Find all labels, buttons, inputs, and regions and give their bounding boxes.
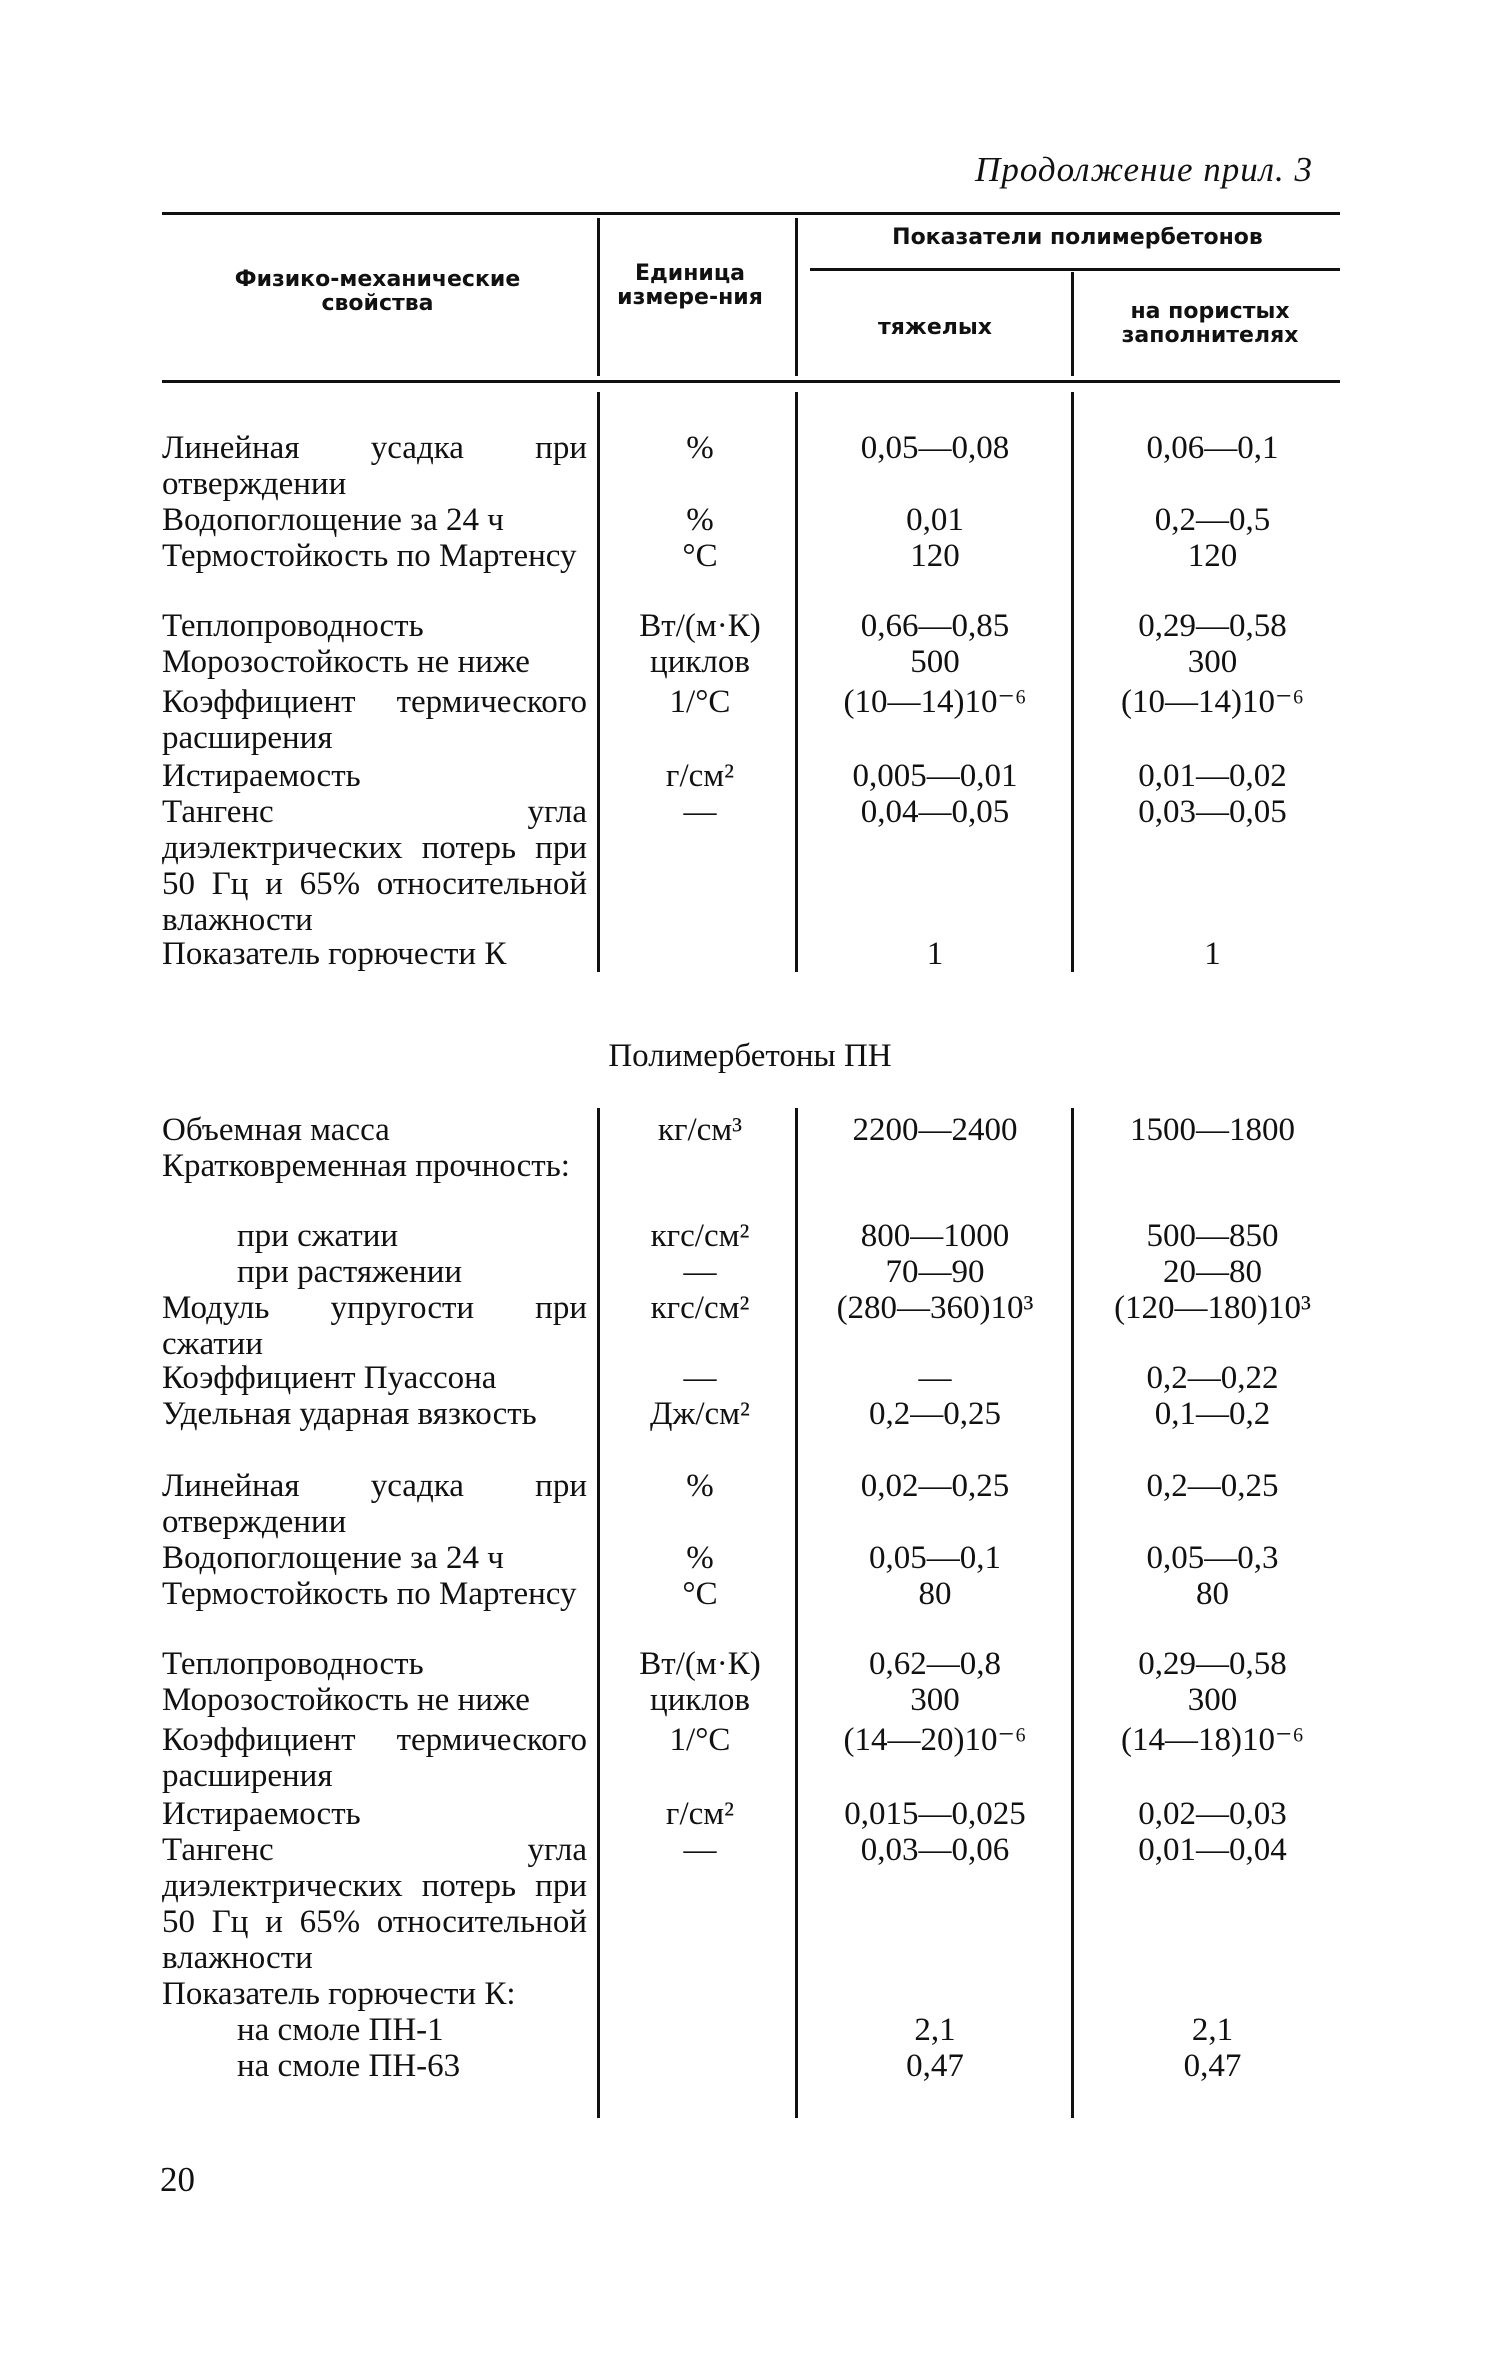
property-cell: при сжатии — [237, 1218, 399, 1254]
unit-cell: — — [683, 1254, 717, 1290]
heavy-value-cell: 0,05—0,1 — [869, 1540, 1001, 1576]
heavy-value-cell: 2200—2400 — [852, 1112, 1018, 1148]
unit-cell: Дж/см² — [650, 1396, 750, 1432]
heavy-value-cell: 0,015—0,025 — [844, 1796, 1026, 1832]
indicators-sub-rule — [810, 268, 1340, 271]
property-cell: на смоле ПН-1 — [237, 2012, 444, 2048]
porous-value-cell: (10—14)10⁻⁶ — [1121, 684, 1304, 720]
table2-divider-heavy — [795, 1108, 798, 2118]
unit-cell: — — [683, 794, 717, 830]
porous-value-cell: 0,29—0,58 — [1138, 608, 1287, 644]
heavy-value-cell: (10—14)10⁻⁶ — [843, 684, 1027, 720]
porous-value-cell: 1500—1800 — [1130, 1112, 1295, 1148]
header-unit: Единица измере-ния — [617, 261, 763, 310]
unit-cell: Вт/(м·К) — [639, 608, 761, 644]
heavy-value-cell: 2,1 — [914, 2012, 956, 2048]
heavy-value-cell: 0,05—0,08 — [860, 430, 1010, 466]
heavy-value-cell: 70—90 — [885, 1254, 985, 1290]
heavy-value-cell: 500 — [910, 644, 960, 680]
property-cell: на смоле ПН-63 — [237, 2048, 461, 2084]
porous-value-cell: 0,02—0,03 — [1138, 1796, 1287, 1832]
unit-cell: кгс/см² — [650, 1218, 750, 1254]
table-top-rule — [162, 212, 1340, 215]
heavy-value-cell: 0,2—0,25 — [869, 1396, 1001, 1432]
porous-value-cell: 500—850 — [1146, 1218, 1279, 1254]
running-head: Продолжение прил. 3 — [975, 150, 1313, 189]
porous-value-cell: 2,1 — [1191, 2012, 1234, 2048]
heavy-value-cell: 0,03—0,06 — [860, 1832, 1010, 1868]
property-cell: Показатель горючести К — [162, 936, 507, 972]
unit-cell: 1/°С — [669, 1722, 731, 1758]
header-property: Физико-механические свойства — [234, 267, 521, 316]
property-cell: Тангенс угла диэлектрических потерь при 50 Гц и 65% относительной влажности — [162, 794, 587, 938]
porous-value-cell: (14—18)10⁻⁶ — [1121, 1722, 1304, 1758]
heavy-value-cell: 0,02—0,25 — [860, 1468, 1010, 1504]
porous-value-cell: 0,03—0,05 — [1138, 794, 1287, 830]
heavy-value-cell: 0,04—0,05 — [860, 794, 1010, 830]
table1-divider-unit — [597, 392, 600, 972]
heavy-value-cell: 120 — [910, 538, 960, 574]
heavy-value-cell: 0,62—0,8 — [869, 1646, 1001, 1682]
unit-cell: циклов — [650, 1682, 750, 1718]
header-indicators: Показатели полимербетонов — [892, 225, 1263, 250]
property-cell: Морозостойкость не ниже — [162, 1682, 530, 1718]
porous-value-cell: 0,2—0,25 — [1146, 1468, 1279, 1504]
header-divider-porous — [1071, 272, 1074, 376]
unit-cell: % — [686, 1540, 714, 1576]
unit-cell: г/см² — [665, 1796, 735, 1832]
porous-value-cell: 0,29—0,58 — [1138, 1646, 1287, 1682]
porous-value-cell: 120 — [1187, 538, 1238, 574]
porous-value-cell: 0,2—0,22 — [1146, 1360, 1279, 1396]
header-bottom-rule — [162, 380, 1340, 383]
property-cell: Тангенс угла диэлектрических потерь при 50 Гц и 65% относительной влажности — [162, 1832, 587, 1976]
unit-cell: °С — [682, 1576, 718, 1612]
heavy-value-cell: 0,66—0,85 — [860, 608, 1010, 644]
property-cell: Истираемость — [162, 1796, 361, 1832]
porous-value-cell: 80 — [1196, 1576, 1229, 1612]
property-cell: Водопоглощение за 24 ч — [162, 502, 504, 538]
porous-value-cell: 0,05—0,3 — [1146, 1540, 1279, 1576]
heavy-value-cell: 0,47 — [906, 2048, 964, 2084]
property-cell: Коэффициент термического расширения — [162, 1722, 587, 1794]
heavy-value-cell: — — [918, 1360, 952, 1396]
property-cell: Линейная усадка при отверждении — [162, 430, 587, 502]
header-divider-heavy — [795, 218, 798, 376]
property-cell: Удельная ударная вязкость — [162, 1396, 537, 1432]
unit-cell: °С — [682, 538, 718, 574]
property-cell: при растяжении — [237, 1254, 463, 1290]
heavy-value-cell: 800—1000 — [860, 1218, 1010, 1254]
porous-value-cell: 0,2—0,5 — [1154, 502, 1271, 538]
heavy-value-cell: 300 — [910, 1682, 960, 1718]
heavy-value-cell: 0,005—0,01 — [852, 758, 1018, 794]
unit-cell: г/см² — [665, 758, 735, 794]
porous-value-cell: 0,01—0,02 — [1138, 758, 1287, 794]
property-cell: Коэффициент термического расширения — [162, 684, 587, 756]
table1-divider-heavy — [795, 392, 798, 972]
table1-divider-porous — [1071, 392, 1074, 972]
porous-value-cell: 20—80 — [1163, 1254, 1262, 1290]
table2-divider-unit — [597, 1108, 600, 2118]
unit-cell: 1/°С — [669, 684, 731, 720]
header-porous: на пористых заполнителях — [1121, 299, 1299, 348]
heavy-value-cell: 1 — [926, 936, 944, 972]
property-cell: Термостойкость по Мартенсу — [162, 538, 577, 574]
porous-value-cell: 1 — [1204, 936, 1221, 972]
property-cell: Линейная усадка при отверждении — [162, 1468, 587, 1540]
unit-cell: % — [686, 430, 714, 466]
unit-cell: — — [683, 1832, 717, 1868]
property-cell: Теплопроводность — [162, 1646, 424, 1682]
heavy-value-cell: 0,01 — [906, 502, 964, 538]
porous-value-cell: 300 — [1187, 1682, 1238, 1718]
property-cell: Модуль упругости при сжатии — [162, 1290, 587, 1362]
porous-value-cell: 0,01—0,04 — [1138, 1832, 1287, 1868]
property-cell: Термостойкость по Мартенсу — [162, 1576, 577, 1612]
porous-value-cell: (120—180)10³ — [1114, 1290, 1311, 1326]
header-divider-unit — [597, 218, 600, 376]
table2-divider-porous — [1071, 1108, 1074, 2118]
heavy-value-cell: (14—20)10⁻⁶ — [843, 1722, 1027, 1758]
porous-value-cell: 300 — [1187, 644, 1238, 680]
property-cell: Объемная масса — [162, 1112, 390, 1148]
porous-value-cell: 0,1—0,2 — [1154, 1396, 1271, 1432]
section-title: Полимербетоны ПН — [608, 1038, 892, 1074]
heavy-value-cell: 80 — [918, 1576, 952, 1612]
unit-cell: кг/см³ — [657, 1112, 743, 1148]
unit-cell: — — [683, 1360, 717, 1396]
unit-cell: % — [686, 502, 714, 538]
page-number: 20 — [160, 2160, 195, 2199]
property-cell: Истираемость — [162, 758, 361, 794]
property-cell: Коэффициент Пуассона — [162, 1360, 497, 1396]
heavy-value-cell: (280—360)10³ — [836, 1290, 1034, 1326]
porous-value-cell: 0,47 — [1183, 2048, 1242, 2084]
porous-value-cell: 0,06—0,1 — [1146, 430, 1279, 466]
header-heavy: тяжелых — [878, 315, 992, 340]
unit-cell: % — [686, 1468, 714, 1504]
property-cell: Показатель горючести К: — [162, 1976, 516, 2012]
property-cell: Теплопроводность — [162, 608, 424, 644]
unit-cell: кгс/см² — [650, 1290, 750, 1326]
unit-cell: циклов — [650, 644, 750, 680]
property-cell: Водопоглощение за 24 ч — [162, 1540, 504, 1576]
property-cell: Кратковременная прочность: — [162, 1148, 570, 1184]
unit-cell: Вт/(м·К) — [639, 1646, 761, 1682]
property-cell: Морозостойкость не ниже — [162, 644, 530, 680]
